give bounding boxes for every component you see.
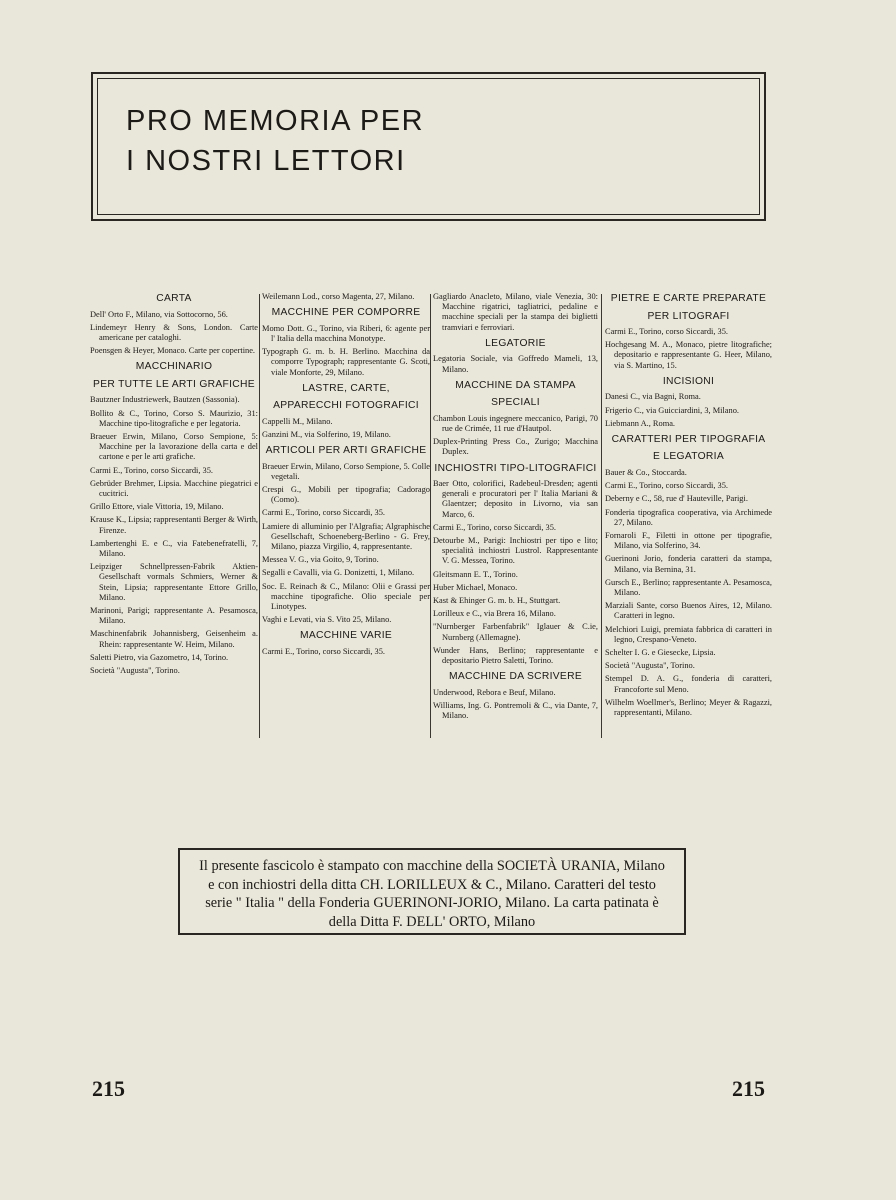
directory-entry: Lambertenghi E. e C., via Fatebenefratelli, 7, Milano. [90,538,258,558]
directory-entry: Vaghi e Levati, via S. Vito 25, Milano. [262,615,392,625]
directory-entry: Marinoni, Parigi; rappresentante A. Pesamosca, Milano. [90,605,258,626]
credits-line: della Ditta F. DELL' ORTO, Milano [328,913,536,930]
credits-line: Il presente fascicolo è stampato con macchine della SOCIETÀ URANIA, Milano [199,858,665,874]
directory-entry: Fonderia tipografica cooperativa, via Archimede 27, Milano. [605,507,772,527]
credits-line: e con inchiostri della ditta CH. LORILLEUX & C., Milano. Caratteri del testo [208,876,656,893]
directory-entry: Gebrüder Brehmer, Lipsia. Macchine piegatrici e cucitrici. [90,478,258,498]
directory-entry: Carmi E., Torino, corso Siccardi, 35. [433,522,556,532]
section-heading: MACCHINE DA SCRIVERE [448,671,583,683]
directory-entry: Messea V. G., via Goito, 9, Torino. [262,555,379,565]
directory-entry: Gursch E., Berlino; rappresentante A. Pesamosca, Milano. [605,577,772,597]
directory-entry: Huber Michael, Monaco. [433,582,518,592]
section-heading: MACCHINE DA STAMPA [455,379,576,391]
section-heading: PER LITOGRAFI [647,310,730,322]
column-divider [601,294,602,738]
directory-column-1 [90,292,258,742]
directory-entry: Crespi G., Mobili per tipografia; Cadorago (Como). [262,485,430,505]
directory-entry: Ganzini M., via Solferino, 19, Milano. [262,429,391,439]
directory-entry: Wunder Hans, Berlino; rappresentante e depositario Pietro Saletti, Torino. [433,645,598,666]
directory-entry: Gagliardo Anacleto, Milano, viale Venezia, 30: Macchine rigatrici, tagliatrici, pedaline e macchine speciali per la stampa dei biglietti tramviari e ferroviari. [433,292,598,332]
directory-entry: Hochgesang M. A., Monaco, pietre litografiche; depositario e rappresentante G. Heer, Milano, via S. Martino, 15. [605,340,772,370]
column-divider [259,294,260,738]
directory-entry: Frigerio C., via Guicciardini, 3, Milano. [605,405,739,415]
directory-entry: Krause K., Lipsia; rappresentanti Berger & Wirth, Firenze. [90,515,258,535]
section-heading: INCISIONI [662,375,715,387]
directory-entry: Williams, Ing. G. Pontremoli & C., via Dante, 7, Milano. [433,700,598,721]
directory-entry: Leipziger Schnellpressen-Fabrik Aktien-Gesellschaft vormals Schmiers, Werner & Stein, Lipsia; rappresentante Ettore Grillo, Milano. [90,562,258,602]
directory-entry: Bautzner Industriewerk, Bautzen (Sassonia). [90,395,240,405]
section-heading: MACCHINE VARIE [299,630,393,642]
directory-entry: Società "Augusta", Torino. [90,665,180,675]
directory-entry: Carmi E., Torino, corso Siccardi, 35. [262,508,385,518]
credits-line: serie " Italia " della Fonderia GUERINONI-JORIO, Milano. La carta patinata è [205,895,659,911]
directory-entry: Legatoria Sociale, via Goffredo Mameli, 13, Milano. [433,354,598,374]
directory-entry: Kast & Ehinger G. m. b. H., Stuttgart. [433,596,561,606]
directory-entry: Bollito & C., Torino, Corso S. Maurizio, 31: Macchine tipo-litografiche e per legatoria. [90,408,258,428]
directory-entry: Wilhelm Woellmer's, Berlino; Meyer & Ragazzi, rappresentanti, Milano. [605,697,772,717]
directory-entry: Bauer & Co., Stoccarda. [605,467,687,477]
section-heading: SPECIALI [491,397,540,409]
directory-entry: Weilemann Lod., corso Magenta, 27, Milano. [262,292,415,301]
directory-entry: Detourbe M., Parigi: Inchiostri per tipo e lito; specialità inchiostri Lustrol. Rappresentante V. G. Messea, Torino. [433,536,598,566]
directory-entry: Baer Otto, colorifici, Radebeul-Dresden; agenti generali e procuratori per l' Italia Mariani & Glaentzer; deposito in Livorno, via san Marco, 6. [433,479,598,519]
directory-entry: Deberny e C., 58, rue d' Hauteville, Parigi. [605,494,748,504]
directory-entry: Liebmann A., Roma. [605,418,676,428]
directory-entry: Duplex-Printing Press Co., Zurigo; Macchina Duplex. [433,437,598,457]
directory-entry: Braeuer Erwin, Milano, Corso Sempione, 5. Colle vegetali. [262,461,430,481]
title-box [91,72,766,221]
section-heading: LEGATORIE [485,337,546,349]
section-heading: PIETRE E CARTE PREPARATE [610,293,767,304]
directory-entry: Carmi E., Torino, corso Siccardi, 35. [605,481,728,491]
column-divider [430,294,431,738]
directory-entry: Lindemeyr Henry & Sons, London. Carte americane per cataloghi. [90,322,258,342]
title-box-inner-frame [97,78,760,215]
directory-entry: Typograph G. m. b. H. Berlino. Macchina da comporre Typograph; rappresentante G. Scoti, viale Monforte, 29, Milano. [262,347,430,377]
directory-entry: Cappelli M., Milano. [262,416,333,426]
directory-entry: Grillo Ettore, viale Vittoria, 19, Milano. [90,502,224,512]
directory-entry: Dell' Orto F., Milano, via Sottocorno, 56. [90,309,228,319]
page-number-right: 215 [732,1076,765,1101]
directory-entry: Società "Augusta", Torino. [605,661,695,671]
directory-entry: "Nurnberger Farbenfabrik" Iglauer & C.ie, Nurnberg (Allemagne). [433,622,598,642]
directory-entry: Saletti Pietro, via Gazometro, 14, Torino. [90,652,229,662]
directory-entry: Fornaroli F., Filetti in ottone per tipografie, Milano, via Solferino, 34. [605,530,772,551]
directory-entry: Lamiere di alluminio per l'Algrafia; Algraphische Gesellschaft, Schoeneberg-Berlino - G. Frey, Milano, piazza Virgilio, 4, rappresentante. [262,521,430,552]
directory-entry: Segalli e Cavalli, via G. Donizetti, 1, Milano. [262,568,415,578]
directory-column-3 [433,292,598,742]
directory-entry: Momo Dott. G., Torino, via Riberi, 6: agente per l' Italia della macchina Monotype. [262,323,430,343]
page-title-line-1: PRO MEMORIA PER [126,105,425,137]
page-number-left: 215 [92,1076,125,1101]
directory-entry: Maschinenfabrik Johannisberg, Geisenheim a. Rhein: rappresentante W. Heim, Milano. [90,629,258,649]
directory-entry: Braeuer Erwin, Milano, Corso Sempione, 5: Macchine per la lavorazione della carta e del cartone e per le arti grafiche. [90,431,258,462]
directory-entry: Carmi E., Torino, corso Siccardi, 35. [90,465,213,475]
directory-entry: Chambon Louis ingegnere meccanico, Parigi, 70 rue de Crimée, 11 rue d'Hautpol. [433,413,598,433]
directory-entry: Gleitsmann E. T., Torino. [433,569,518,579]
directory-entry: Marziali Sante, corso Buenos Aires, 12, Milano. Caratteri in legno. [605,601,772,621]
section-heading: CARTA [156,293,192,304]
directory-entry: Poensgen & Heyer, Monaco. Carte per copertine. [90,346,256,356]
directory-entry: Schelter I. G. e Giesecke, Lipsia. [605,647,716,657]
section-heading: INCHIOSTRI TIPO-LITOGRAFICI [434,462,597,474]
directory-entry: Carmi E., Torino, corso Siccardi, 35. [605,327,728,336]
directory-entry: Stempel D. A. G., fonderia di caratteri, Francoforte sul Meno. [605,674,772,694]
directory-entry: Lorilleux e C., via Brera 16, Milano. [433,609,556,619]
section-heading: MACCHINARIO [135,361,213,373]
page-title-line-2: I NOSTRI LETTORI [126,145,406,177]
directory-column-2 [262,292,430,742]
printing-credits-box [178,848,686,935]
section-heading: MACCHINE PER COMPORRE [271,307,421,319]
section-heading: ARTICOLI PER ARTI GRAFICHE [265,445,427,457]
section-heading: CARATTERI PER TIPOGRAFIA [611,433,766,445]
section-heading: PER TUTTE LE ARTI GRAFICHE [93,378,255,390]
section-heading: APPARECCHI FOTOGRAFICI [273,400,419,412]
section-heading: E LEGATORIA [652,451,724,463]
directory-entry: Melchiori Luigi, premiata fabbrica di caratteri in legno, Crespano-Veneto. [605,624,772,644]
directory-entry: Soc. E. Reinach & C., Milano: Olii e Grassi per macchine tipografiche. Olio speciale per Linotypes. [262,581,430,612]
directory-entry: Guerinoni Jorio, fonderia caratteri da stampa, Milano, via Bernina, 31. [605,554,772,574]
directory-entry: Underwood, Rebora e Beuf, Milano. [433,687,556,697]
directory-entry: Carmi E., Torino, corso Siccardi, 35. [262,646,385,656]
directory-entry: Danesi C., via Bagni, Roma. [605,392,701,402]
directory-column-4 [605,292,772,742]
section-heading: LASTRE, CARTE, [302,382,390,394]
